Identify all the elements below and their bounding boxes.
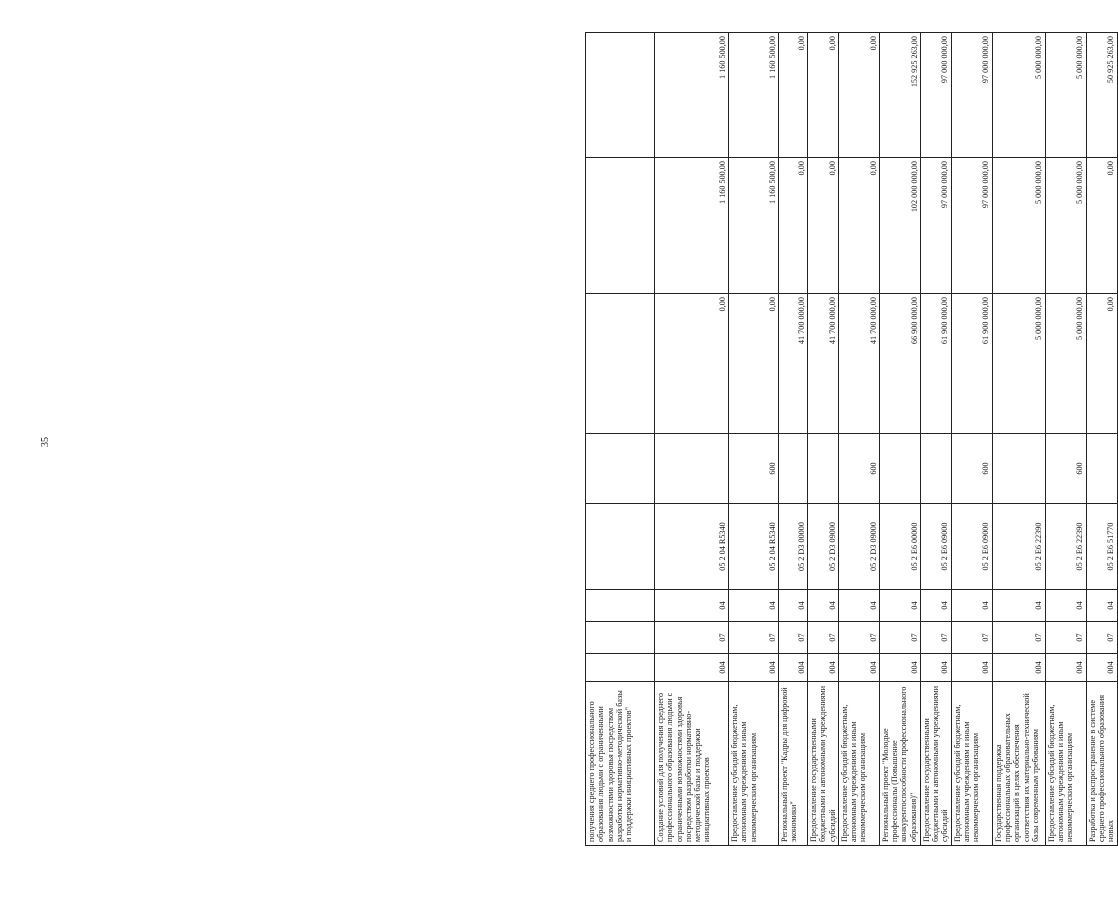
table-row <box>838 33 879 846</box>
ministry-code: 004 <box>655 654 729 682</box>
row-name: Предоставление субсидий бюджетным, автономным учреждениям и иным некоммерческим организациям <box>838 682 879 846</box>
amount-2021: 0,00 <box>1086 294 1117 434</box>
section-code: 07 <box>779 622 808 654</box>
ministry-code: 004 <box>729 654 779 682</box>
row-name: Предоставление государственными бюджетными и автономными учреждениями субсидий <box>920 682 951 846</box>
amount-2021: 41 700 000,00 <box>838 294 879 434</box>
table-row <box>808 33 839 846</box>
row-name: Создание условий для получения среднего профессионального образования людьми с ограниченными возможностями здоровья посредством разработки нормативно-методической базы и поддержки инициативных проектов <box>655 682 729 846</box>
expense-type-code <box>779 434 808 504</box>
target-code: 05 2 D3 00000 <box>779 504 808 590</box>
subsection-code: 04 <box>951 590 992 622</box>
amount-total <box>586 33 655 158</box>
expense-type-code: 600 <box>1045 434 1086 504</box>
subsection-code: 04 <box>779 590 808 622</box>
amount-2021: 5 000 000,00 <box>992 294 1045 434</box>
amount-2022 <box>586 158 655 294</box>
amount-2022: 0,00 <box>779 158 808 294</box>
table-row <box>655 33 729 846</box>
amount-total: 0,00 <box>779 33 808 158</box>
amount-total: 152 925 263,00 <box>879 33 920 158</box>
ministry-code <box>586 654 655 682</box>
amount-2022: 1 160 500,00 <box>655 158 729 294</box>
amount-2022: 97 000 000,00 <box>920 158 951 294</box>
subsection-code: 04 <box>729 590 779 622</box>
expense-type-code: 600 <box>838 434 879 504</box>
target-code: 05 2 D3 09000 <box>838 504 879 590</box>
amount-2022: 102 000 000,00 <box>879 158 920 294</box>
amount-2022: 0,00 <box>808 158 839 294</box>
target-code: 05 2 04 R5340 <box>729 504 779 590</box>
expense-type-code <box>992 434 1045 504</box>
table-row <box>586 33 655 846</box>
section-code: 07 <box>655 622 729 654</box>
target-code: 05 2 E6 00000 <box>879 504 920 590</box>
amount-2021: 0,00 <box>655 294 729 434</box>
section-code: 07 <box>951 622 992 654</box>
amount-2021 <box>586 294 655 434</box>
section-code: 07 <box>879 622 920 654</box>
target-code <box>586 504 655 590</box>
target-code: 05 2 E6 22390 <box>1045 504 1086 590</box>
subsection-code: 04 <box>920 590 951 622</box>
row-name: Предоставление субсидий бюджетным, автономным учреждениям и иным некоммерческим организациям <box>1045 682 1086 846</box>
subsection-code: 04 <box>879 590 920 622</box>
target-code: 05 2 E6 22390 <box>992 504 1045 590</box>
amount-2022: 5 000 000,00 <box>1045 158 1086 294</box>
table-row <box>779 33 808 846</box>
target-code: 05 2 04 R5340 <box>655 504 729 590</box>
amount-total: 97 000 000,00 <box>951 33 992 158</box>
amount-total: 1 160 500,00 <box>655 33 729 158</box>
amount-total: 50 925 263,00 <box>1086 33 1117 158</box>
amount-2022: 0,00 <box>838 158 879 294</box>
amount-2022: 5 000 000,00 <box>992 158 1045 294</box>
section-code: 07 <box>920 622 951 654</box>
expense-type-code <box>586 434 655 504</box>
row-name: Региональный проект "Кадры для цифровой экономики" <box>779 682 808 846</box>
amount-total: 5 000 000,00 <box>1045 33 1086 158</box>
table-row <box>920 33 951 846</box>
section-code: 07 <box>992 622 1045 654</box>
table-row <box>729 33 779 846</box>
amount-2021: 61 900 000,00 <box>920 294 951 434</box>
section-code: 07 <box>729 622 779 654</box>
expense-type-code <box>655 434 729 504</box>
table-row <box>1086 33 1117 846</box>
ministry-code: 004 <box>808 654 839 682</box>
amount-total: 0,00 <box>838 33 879 158</box>
subsection-code: 04 <box>838 590 879 622</box>
subsection-code: 04 <box>808 590 839 622</box>
section-code <box>586 622 655 654</box>
table-row <box>1045 33 1086 846</box>
amount-2022: 97 000 000,00 <box>951 158 992 294</box>
amount-total: 1 160 500,00 <box>729 33 779 158</box>
ministry-code: 004 <box>920 654 951 682</box>
amount-2021: 5 000 000,00 <box>1045 294 1086 434</box>
subsection-code: 04 <box>1045 590 1086 622</box>
expense-type-code <box>1086 434 1117 504</box>
amount-2021: 66 900 000,00 <box>879 294 920 434</box>
budget-table <box>585 32 1118 846</box>
row-name: Предоставление субсидий бюджетным, автономным учреждениям и иным некоммерческим организациям <box>951 682 992 846</box>
amount-total: 5 000 000,00 <box>992 33 1045 158</box>
row-name: получения среднего профессионального образования людьми с ограниченными возможностями здоровья посредством разработки нормативно-методической базы и поддержки инициативных проектов" <box>586 682 655 846</box>
amount-2021: 41 700 000,00 <box>808 294 839 434</box>
row-name: Предоставление субсидий бюджетным, автономным учреждениям и иным некоммерческим организациям <box>729 682 779 846</box>
amount-2022: 1 160 500,00 <box>729 158 779 294</box>
expense-type-code <box>879 434 920 504</box>
row-name: Региональный проект "Молодые профессионалы (Повышение конкурентоспособности профессионального образования)" <box>879 682 920 846</box>
section-code: 07 <box>1086 622 1117 654</box>
ministry-code: 004 <box>992 654 1045 682</box>
expense-type-code <box>808 434 839 504</box>
ministry-code: 004 <box>1045 654 1086 682</box>
row-name: Разработка и распространение в системе среднего профессионального образования новых <box>1086 682 1117 846</box>
subsection-code <box>586 590 655 622</box>
amount-2021: 41 700 000,00 <box>779 294 808 434</box>
section-code: 07 <box>1045 622 1086 654</box>
target-code: 05 2 D3 09000 <box>808 504 839 590</box>
amount-2021: 0,00 <box>729 294 779 434</box>
ministry-code: 004 <box>1086 654 1117 682</box>
section-code: 07 <box>838 622 879 654</box>
target-code: 05 2 E6 09000 <box>920 504 951 590</box>
expense-type-code: 600 <box>729 434 779 504</box>
table-row <box>992 33 1045 846</box>
table-row <box>879 33 920 846</box>
target-code: 05 2 E6 09000 <box>951 504 992 590</box>
page-number: 35 <box>40 437 51 447</box>
ministry-code: 004 <box>879 654 920 682</box>
row-name: Предоставление государственными бюджетными и автономными учреждениями субсидий <box>808 682 839 846</box>
table-row <box>951 33 992 846</box>
ministry-code: 004 <box>838 654 879 682</box>
section-code: 07 <box>808 622 839 654</box>
expense-type-code: 600 <box>951 434 992 504</box>
subsection-code: 04 <box>655 590 729 622</box>
row-name: Государственная поддержка профессиональных образовательных организаций в целях обеспечения соответствия их материально-технической базы современным требованиям <box>992 682 1045 846</box>
target-code: 05 2 E6 51770 <box>1086 504 1117 590</box>
subsection-code: 04 <box>1086 590 1117 622</box>
amount-2021: 61 900 000,00 <box>951 294 992 434</box>
amount-total: 97 000 000,00 <box>920 33 951 158</box>
ministry-code: 004 <box>951 654 992 682</box>
subsection-code: 04 <box>992 590 1045 622</box>
amount-total: 0,00 <box>808 33 839 158</box>
expense-type-code <box>920 434 951 504</box>
amount-2022: 0,00 <box>1086 158 1117 294</box>
ministry-code: 004 <box>779 654 808 682</box>
